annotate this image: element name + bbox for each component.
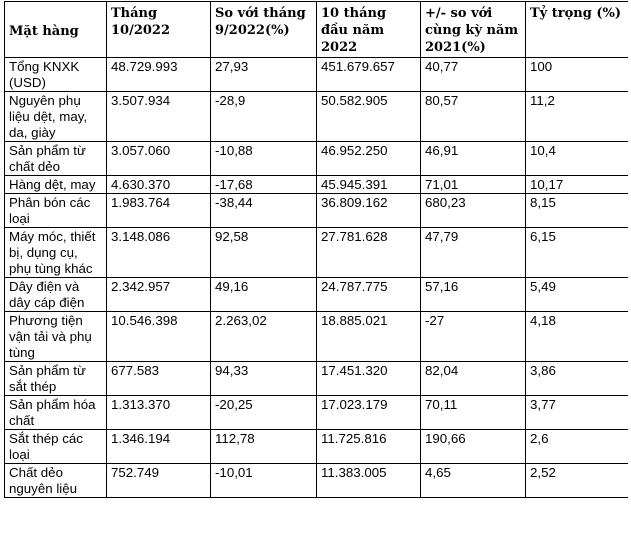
table-row: [5, 396, 629, 430]
cell-month-value: 1.346.194: [107, 430, 211, 464]
cell-item-name: Dây điện và dây cáp điện: [5, 278, 107, 312]
cell-share: 6,15: [526, 228, 629, 278]
cell-share: 8,15: [526, 194, 629, 228]
cell-vs-previous: 49,16: [211, 278, 317, 312]
cell-item-name: Chất dẻo nguyên liệu: [5, 464, 107, 498]
cell-year-over-year: 47,79: [421, 228, 526, 278]
table-row: [5, 362, 629, 396]
cell-share: 10,4: [526, 142, 629, 176]
cell-year-over-year: 71,01: [421, 176, 526, 194]
cell-month-value: 48.729.993: [107, 58, 211, 92]
header-year-over-year: +/- so với cùng kỳ năm 2021(%): [421, 2, 526, 58]
table-row: [5, 58, 629, 92]
cell-ten-months-value: 18.885.021: [317, 312, 421, 362]
cell-ten-months-value: 11.725.816: [317, 430, 421, 464]
header-vs-previous-month: So với tháng 9/2022(%): [211, 2, 317, 58]
header-month: Tháng 10/2022: [107, 2, 211, 58]
cell-month-value: 752.749: [107, 464, 211, 498]
table-row: [5, 92, 629, 142]
table-row: [5, 194, 629, 228]
cell-ten-months-value: 17.023.179: [317, 396, 421, 430]
table-row: [5, 142, 629, 176]
cell-vs-previous: -10,88: [211, 142, 317, 176]
cell-vs-previous: 2.263,02: [211, 312, 317, 362]
cell-year-over-year: 40,77: [421, 58, 526, 92]
cell-share: 5,49: [526, 278, 629, 312]
cell-item-name: Sắt thép các loại: [5, 430, 107, 464]
cell-ten-months-value: 36.809.162: [317, 194, 421, 228]
cell-vs-previous: -17,68: [211, 176, 317, 194]
cell-ten-months-value: 46.952.250: [317, 142, 421, 176]
header-item: Mặt hàng: [5, 2, 107, 58]
cell-item-name: Phân bón các loại: [5, 194, 107, 228]
table-row: [5, 312, 629, 362]
cell-vs-previous: -28,9: [211, 92, 317, 142]
cell-vs-previous: -10,01: [211, 464, 317, 498]
cell-year-over-year: 70,11: [421, 396, 526, 430]
cell-ten-months-value: 24.787.775: [317, 278, 421, 312]
cell-vs-previous: 94,33: [211, 362, 317, 396]
table-row: [5, 464, 629, 498]
cell-year-over-year: 57,16: [421, 278, 526, 312]
cell-month-value: 3.057.060: [107, 142, 211, 176]
cell-ten-months-value: 45.945.391: [317, 176, 421, 194]
cell-year-over-year: -27: [421, 312, 526, 362]
cell-vs-previous: -20,25: [211, 396, 317, 430]
cell-item-name: Phương tiện vận tải và phụ tùng: [5, 312, 107, 362]
cell-year-over-year: 680,23: [421, 194, 526, 228]
cell-ten-months-value: 17.451.320: [317, 362, 421, 396]
cell-ten-months-value: 11.383.005: [317, 464, 421, 498]
cell-vs-previous: -38,44: [211, 194, 317, 228]
cell-share: 2,6: [526, 430, 629, 464]
cell-month-value: 1.313.370: [107, 396, 211, 430]
cell-month-value: 3.507.934: [107, 92, 211, 142]
cell-year-over-year: 46,91: [421, 142, 526, 176]
header-share: Tỷ trọng (%): [526, 2, 629, 58]
cell-share: 3,77: [526, 396, 629, 430]
cell-share: 100: [526, 58, 629, 92]
cell-share: 4,18: [526, 312, 629, 362]
table-row: [5, 430, 629, 464]
cell-share: 11,2: [526, 92, 629, 142]
export-table: [4, 1, 628, 498]
cell-item-name: Sản phẩm từ chất dẻo: [5, 142, 107, 176]
cell-item-name: Hàng dệt, may: [5, 176, 107, 194]
cell-month-value: 677.583: [107, 362, 211, 396]
cell-year-over-year: 4,65: [421, 464, 526, 498]
cell-item-name: Sản phẩm từ sắt thép: [5, 362, 107, 396]
cell-month-value: 10.546.398: [107, 312, 211, 362]
cell-vs-previous: 112,78: [211, 430, 317, 464]
cell-ten-months-value: 451.679.657: [317, 58, 421, 92]
cell-item-name: Nguyên phụ liệu dệt, may, da, giày: [5, 92, 107, 142]
cell-vs-previous: 92,58: [211, 228, 317, 278]
cell-year-over-year: 80,57: [421, 92, 526, 142]
table-row: [5, 228, 629, 278]
cell-share: 10,17: [526, 176, 629, 194]
cell-year-over-year: 190,66: [421, 430, 526, 464]
cell-item-name: Máy móc, thiết bị, dụng cụ, phụ tùng khác: [5, 228, 107, 278]
cell-ten-months-value: 27.781.628: [317, 228, 421, 278]
cell-month-value: 1.983.764: [107, 194, 211, 228]
cell-month-value: 2.342.957: [107, 278, 211, 312]
cell-item-name: Sản phẩm hóa chất: [5, 396, 107, 430]
table-header-row: [5, 2, 629, 58]
header-ten-months: 10 tháng đầu năm 2022: [317, 2, 421, 58]
cell-share: 3,86: [526, 362, 629, 396]
table-row: [5, 176, 629, 194]
cell-share: 2,52: [526, 464, 629, 498]
cell-item-name: Tổng KNXK (USD): [5, 58, 107, 92]
cell-year-over-year: 82,04: [421, 362, 526, 396]
cell-month-value: 4.630.370: [107, 176, 211, 194]
export-table-container: [4, 1, 628, 542]
cell-ten-months-value: 50.582.905: [317, 92, 421, 142]
table-row: [5, 278, 629, 312]
cell-vs-previous: 27,93: [211, 58, 317, 92]
cell-month-value: 3.148.086: [107, 228, 211, 278]
